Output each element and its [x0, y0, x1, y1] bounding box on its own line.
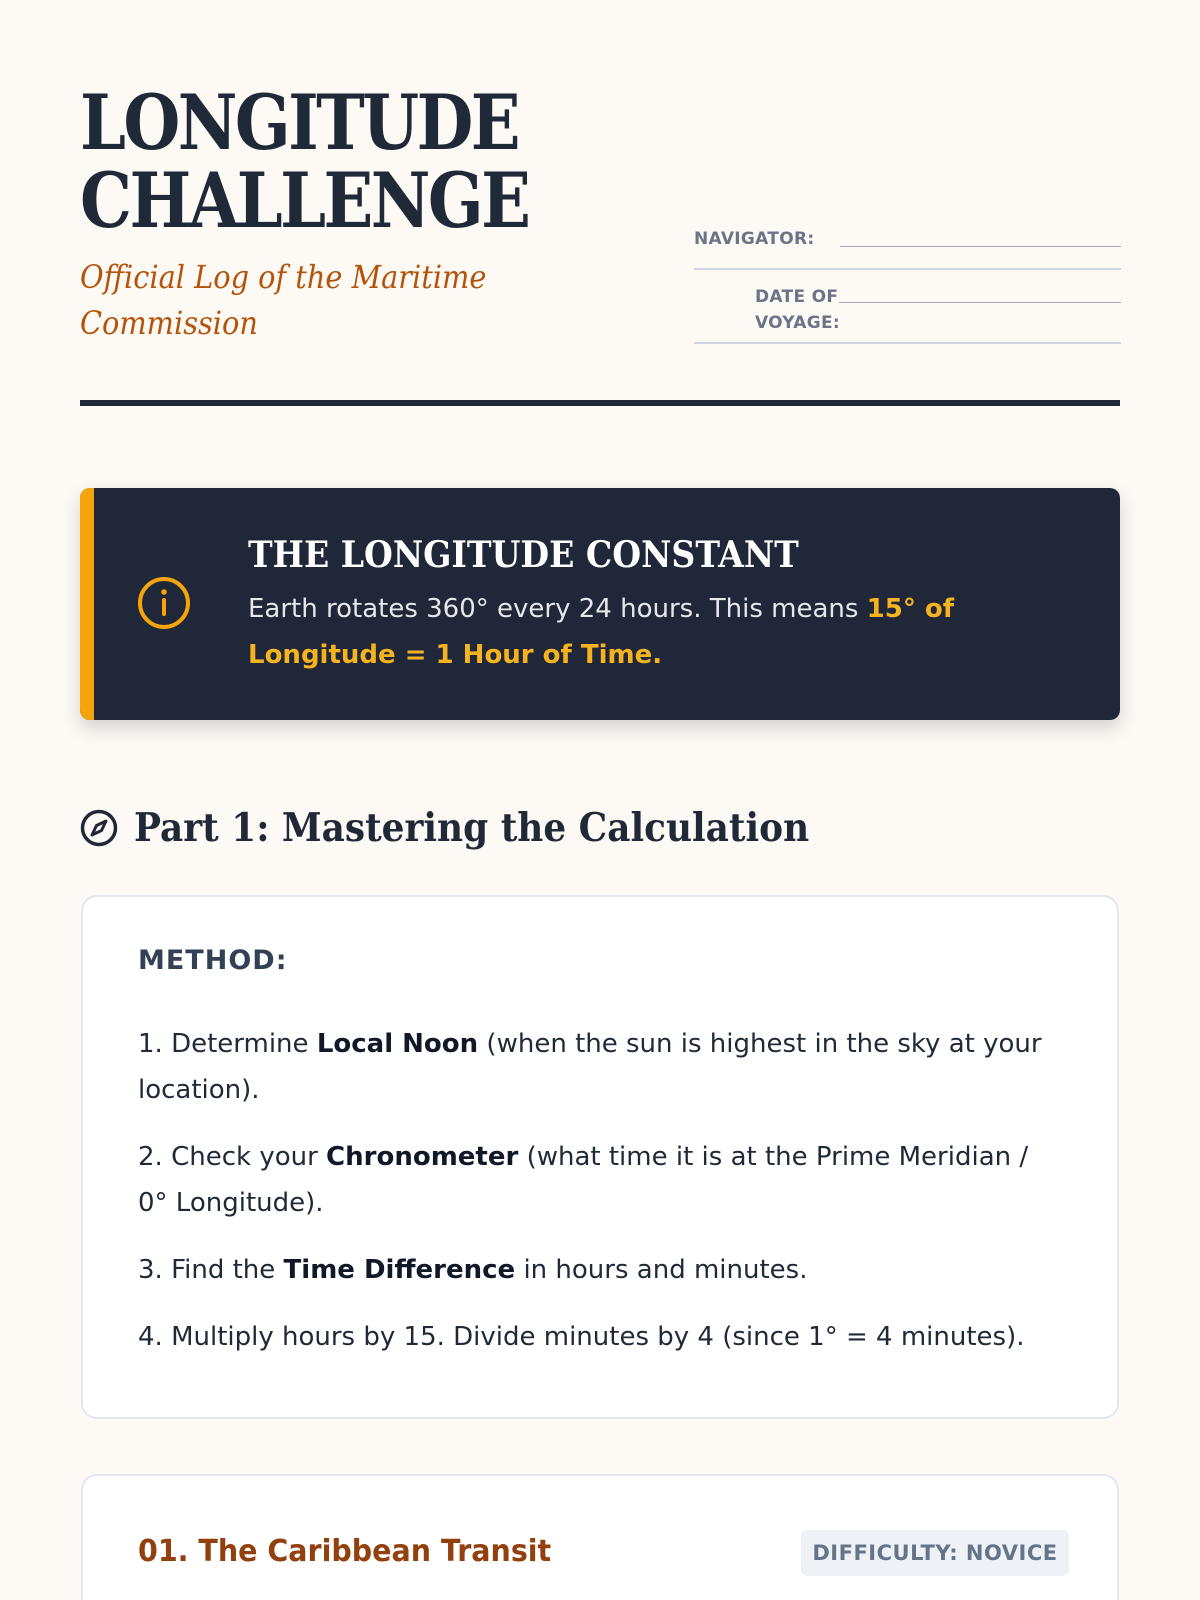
title-line: LONGITUDE — [80, 78, 518, 167]
difficulty-badge: DIFFICULTY: NOVICE — [801, 1530, 1069, 1576]
callout-title: THE LONGITUDE CONSTANT — [248, 534, 799, 576]
callout-text — [248, 586, 988, 678]
callout-text-plain: Earth rotates 360° every 24 hours. This means — [248, 594, 867, 624]
method-step: 4. Multiply hours by 15. Divide minutes by 4 (since 1° = 4 minutes). — [138, 1322, 1025, 1352]
page-title — [80, 78, 562, 245]
navigator-field — [694, 226, 1121, 270]
method-step: 3. Find the Time Difference in hours and minutes. — [138, 1255, 808, 1285]
callout-highlight: 15° of Longitude = 1 Hour of Time. — [248, 594, 955, 670]
navigator-blank[interactable] — [840, 226, 1121, 247]
problem-card — [81, 1474, 1119, 1600]
title-line: CHALLENGE — [80, 156, 529, 245]
method-steps — [138, 1021, 1058, 1381]
navigator-label: NAVIGATOR: — [694, 229, 815, 249]
method-step: 1. Determine Local Noon (when the sun is highest in the sky at your location). — [138, 1029, 1042, 1105]
part1-heading — [80, 800, 868, 856]
date-of-voyage-blank[interactable] — [839, 284, 1121, 303]
info-circle-icon — [137, 576, 191, 630]
date-of-voyage-label: DATE OF VOYAGE: — [755, 287, 841, 333]
page-subtitle: Official Log of the Maritime Commission — [80, 258, 487, 342]
date-of-voyage-field — [694, 284, 1121, 344]
header-divider — [80, 400, 1120, 406]
section-title: Part 1: Mastering the Calculation — [134, 805, 810, 851]
callout-accent-bar — [80, 488, 94, 720]
header — [80, 0, 1120, 404]
method-heading: METHOD: — [138, 945, 288, 976]
log-fields — [694, 226, 1121, 344]
problem-title: 01. The Caribbean Transit — [138, 1534, 552, 1569]
compass-icon — [80, 809, 118, 847]
method-step: 2. Check your Chronometer (what time it is at the Prime Meridian / 0° Longitude). — [138, 1142, 1029, 1218]
method-card — [81, 895, 1119, 1419]
